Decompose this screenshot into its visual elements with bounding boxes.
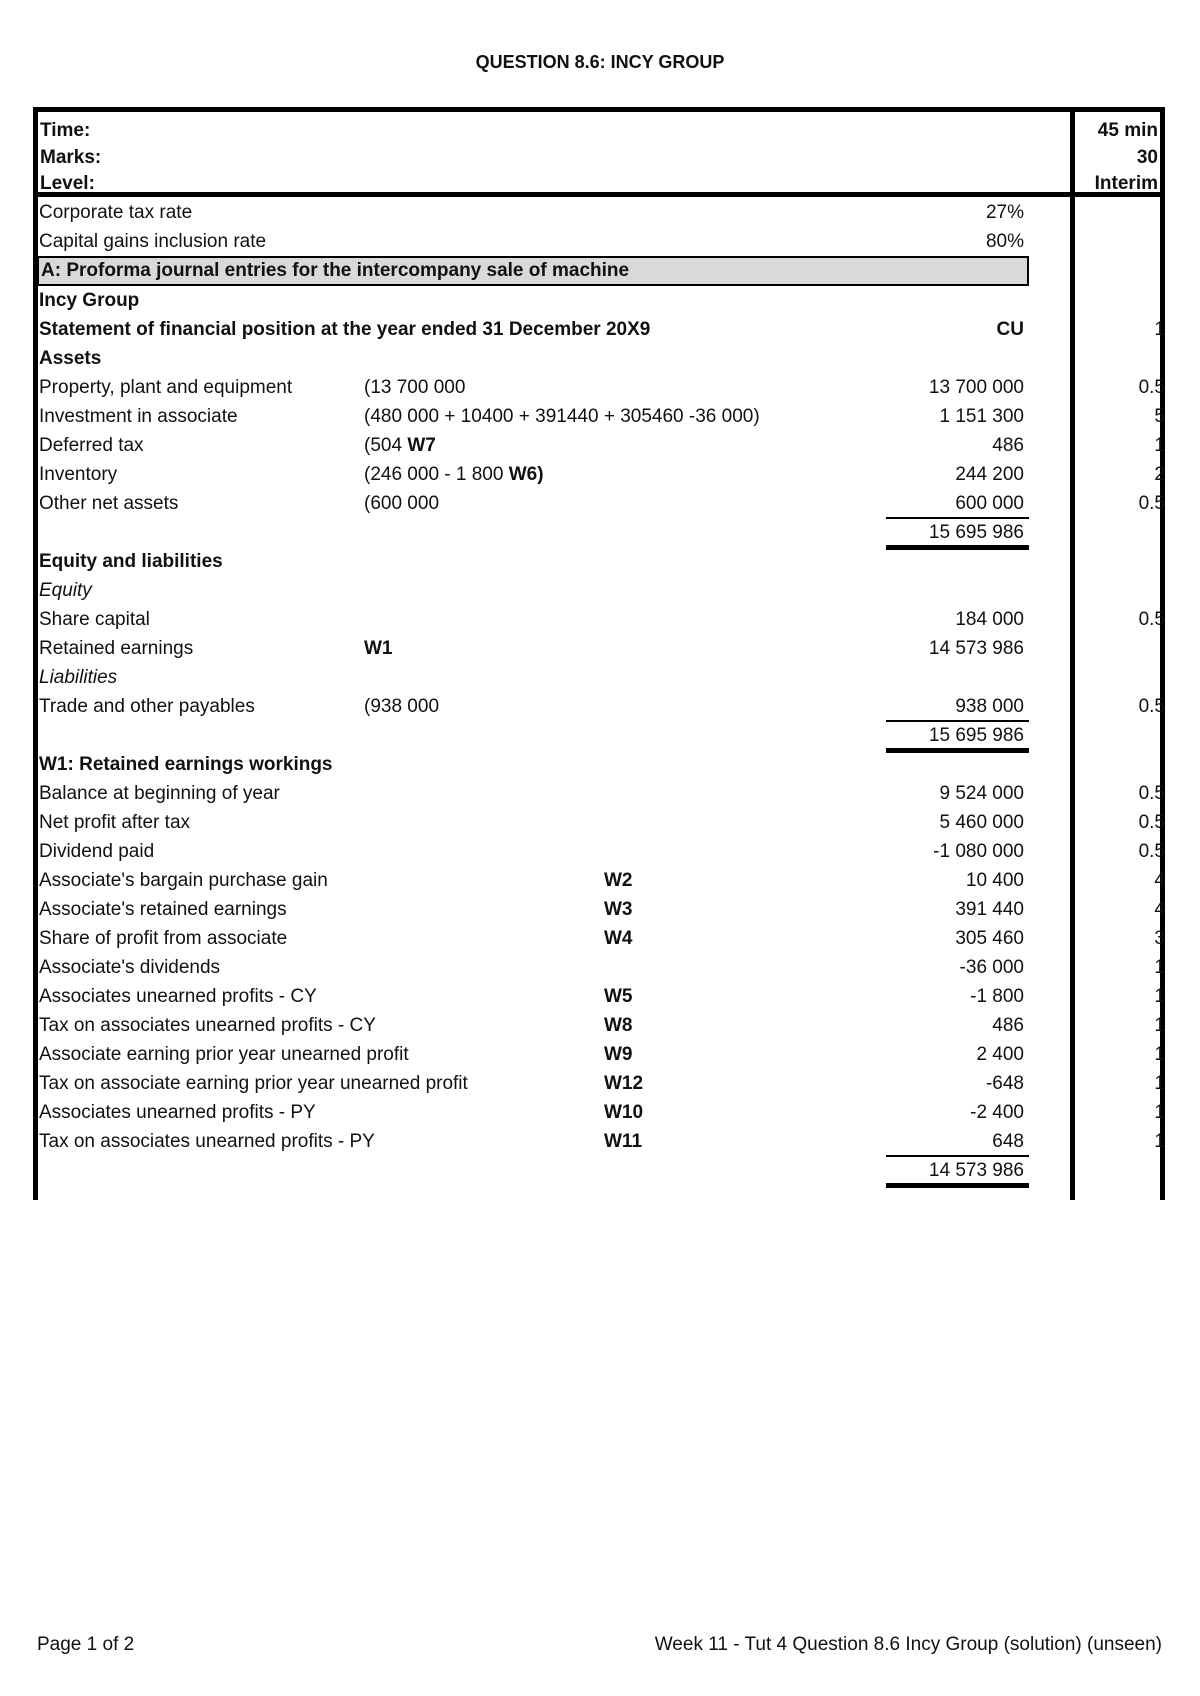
company-row: [0, 286, 1200, 315]
corporate-tax-label: Corporate tax rate: [39, 202, 193, 223]
currency-label: CU: [996, 319, 1024, 340]
company-name: Incy Group: [39, 290, 140, 311]
w1-label: Associates unearned profits - PY: [39, 1102, 316, 1123]
liabilities-heading: Liabilities: [39, 667, 118, 688]
header-box: [33, 107, 1165, 197]
level-label: Level:: [40, 173, 95, 194]
w1-amount: -1 080 000: [933, 841, 1024, 862]
w1-mark: 1: [1154, 1044, 1165, 1065]
w1-label: Balance at beginning of year: [39, 783, 280, 804]
w1-ref: W8: [604, 1015, 633, 1036]
level-value: Interim: [1094, 173, 1158, 194]
asset-row: [0, 489, 1200, 518]
w1-mark: 1: [1154, 1073, 1165, 1094]
w1-ref: W4: [604, 928, 633, 949]
w1-mark: 4: [1154, 899, 1165, 920]
w1-row: [0, 924, 1200, 953]
liabilities-heading-row: [0, 663, 1200, 692]
w1-row: [0, 866, 1200, 895]
share-capital-mark: 0.5: [1138, 609, 1165, 630]
w1-mark: 3: [1154, 928, 1165, 949]
w1-ref: W10: [604, 1102, 644, 1123]
w1-mark: 1: [1154, 1015, 1165, 1036]
asset-mark: 0.5: [1138, 493, 1165, 514]
w1-heading: W1: Retained earnings workings: [39, 754, 333, 775]
asset-row: [0, 402, 1200, 431]
w1-row: [0, 1098, 1200, 1127]
w1-amount: 5 460 000: [939, 812, 1024, 833]
w1-label: Tax on associates unearned profits - PY: [39, 1131, 375, 1152]
w1-ref: W12: [604, 1073, 644, 1094]
cgt-value: 80%: [985, 231, 1024, 252]
w1-mark: 0.5: [1138, 841, 1165, 862]
share-capital-row: [0, 605, 1200, 634]
w1-row: [0, 1069, 1200, 1098]
asset-formula-text: (246 000 - 1 800: [364, 464, 504, 485]
payables-row: [0, 692, 1200, 721]
footer-page-number: Page 1 of 2: [37, 1634, 135, 1655]
w1-label: Share of profit from associate: [39, 928, 288, 949]
payables-mark: 0.5: [1138, 696, 1165, 717]
eq-liab-heading-row: [0, 547, 1200, 576]
total-eq-liab: 15 695 986: [928, 725, 1024, 746]
w1-ref: W2: [604, 870, 633, 891]
equity-heading-row: [0, 576, 1200, 605]
w1-row: [0, 779, 1200, 808]
asset-amount: 486: [992, 435, 1024, 456]
w1-ref: W11: [604, 1131, 643, 1152]
w1-label: Tax on associate earning prior year unearned profit: [39, 1073, 468, 1094]
sofp-heading: Statement of financial position at the year ended 31 December 20X9: [39, 319, 651, 340]
w1-mark: 0.5: [1138, 812, 1165, 833]
retained-earnings-row: [0, 634, 1200, 663]
payables-formula: (938 000: [364, 696, 440, 717]
asset-formula-text: (504: [364, 435, 403, 456]
w1-amount: 10 400: [965, 870, 1024, 891]
w1-label: Tax on associates unearned profits - CY: [39, 1015, 376, 1036]
w1-amount: 486: [992, 1015, 1024, 1036]
w1-mark: 1: [1154, 957, 1165, 978]
header-divider: [1070, 112, 1075, 192]
sofp-heading-row: [0, 315, 1200, 344]
w1-row: [0, 808, 1200, 837]
w1-row: [0, 1011, 1200, 1040]
assets-heading-row: [0, 344, 1200, 373]
marks-label: Marks:: [40, 147, 102, 168]
w1-ref: W3: [604, 899, 633, 920]
w1-amount: 9 524 000: [939, 783, 1024, 804]
w1-row: [0, 953, 1200, 982]
retained-earnings-label: Retained earnings: [39, 638, 194, 659]
asset-amount: 600 000: [955, 493, 1024, 514]
time-label: Time:: [40, 120, 91, 141]
asset-label: Property, plant and equipment: [39, 377, 293, 398]
w1-label: Associate's dividends: [39, 957, 221, 978]
w1-mark: 4: [1154, 870, 1165, 891]
w1-amount: 2 400: [976, 1044, 1024, 1065]
w1-label: Associate's retained earnings: [39, 899, 287, 920]
w1-ref: W9: [604, 1044, 633, 1065]
w1-amount: 305 460: [955, 928, 1024, 949]
w1-mark: 1: [1154, 1131, 1165, 1152]
asset-amount: 1 151 300: [939, 406, 1024, 427]
w1-amount: -648: [985, 1073, 1024, 1094]
w1-amount: -2 400: [970, 1102, 1024, 1123]
corporate-tax-row: [0, 198, 1200, 227]
marks-value: 30: [1136, 147, 1158, 168]
retained-earnings-ref: W1: [364, 638, 393, 659]
asset-row: [0, 460, 1200, 489]
asset-mark: 5: [1154, 406, 1165, 427]
asset-formula: [364, 435, 436, 457]
cgt-label: Capital gains inclusion rate: [39, 231, 267, 252]
total-eq-liab-row: [0, 721, 1200, 750]
w1-amount: -36 000: [959, 957, 1024, 978]
asset-formula-ref: W7: [407, 435, 436, 456]
w1-mark: 1: [1154, 986, 1165, 1007]
w1-row: [0, 1040, 1200, 1069]
equity-heading: Equity: [39, 580, 92, 601]
asset-label: Other net assets: [39, 493, 179, 514]
asset-mark: 2: [1154, 464, 1165, 485]
cgt-row: [0, 227, 1200, 256]
asset-row: [0, 431, 1200, 460]
asset-formula: (600 000: [364, 493, 440, 514]
payables-amount: 938 000: [955, 696, 1024, 717]
share-capital-amount: 184 000: [955, 609, 1024, 630]
asset-label: Investment in associate: [39, 406, 238, 427]
asset-label: Deferred tax: [39, 435, 144, 456]
asset-row: [0, 373, 1200, 402]
asset-formula-ref: W6): [508, 464, 544, 485]
assets-heading: Assets: [39, 348, 102, 369]
w1-row: [0, 1127, 1200, 1156]
asset-formula: (480 000 + 10400 + 391440 + 305460 -36 000): [364, 406, 760, 427]
eq-liab-heading: Equity and liabilities: [39, 551, 223, 572]
total-assets-row: [0, 518, 1200, 547]
corporate-tax-value: 27%: [985, 202, 1024, 223]
w1-row: [0, 837, 1200, 866]
w1-row: [0, 895, 1200, 924]
w1-amount: 648: [992, 1131, 1024, 1152]
section-a-heading: A: Proforma journal entries for the intercompany sale of machine: [41, 260, 630, 281]
sofp-heading-mark: 1: [1154, 319, 1165, 340]
w1-total: 14 573 986: [928, 1160, 1024, 1181]
w1-row: [0, 982, 1200, 1011]
w1-label: Net profit after tax: [39, 812, 191, 833]
time-value: 45 min: [1097, 120, 1158, 141]
page-title: QUESTION 8.6: INCY GROUP: [475, 52, 725, 72]
w1-heading-row: [0, 750, 1200, 779]
asset-formula: [364, 464, 544, 486]
section-a-heading-box: [37, 256, 1029, 286]
total-assets: 15 695 986: [928, 522, 1024, 543]
asset-formula: (13 700 000: [364, 377, 466, 398]
asset-mark: 1: [1154, 435, 1165, 456]
w1-label: Dividend paid: [39, 841, 155, 862]
payables-label: Trade and other payables: [39, 696, 255, 717]
w1-label: Associate's bargain purchase gain: [39, 870, 328, 891]
w1-amount: 391 440: [955, 899, 1024, 920]
retained-earnings-amount: 14 573 986: [928, 638, 1024, 659]
footer-document-name: Week 11 - Tut 4 Question 8.6 Incy Group (solution) (unseen): [654, 1634, 1162, 1655]
w1-label: Associates unearned profits - CY: [39, 986, 317, 1007]
w1-total-row: [0, 1156, 1200, 1185]
w1-amount: -1 800: [970, 986, 1024, 1007]
asset-mark: 0.5: [1138, 377, 1165, 398]
share-capital-label: Share capital: [39, 609, 150, 630]
w1-mark: 0.5: [1138, 783, 1165, 804]
w1-label: Associate earning prior year unearned profit: [39, 1044, 409, 1065]
asset-label: Inventory: [39, 464, 118, 485]
w1-ref: W5: [604, 986, 633, 1007]
w1-total-rule-bottom: [886, 1183, 1029, 1188]
asset-amount: 244 200: [955, 464, 1024, 485]
asset-amount: 13 700 000: [928, 377, 1024, 398]
w1-mark: 1: [1154, 1102, 1165, 1123]
